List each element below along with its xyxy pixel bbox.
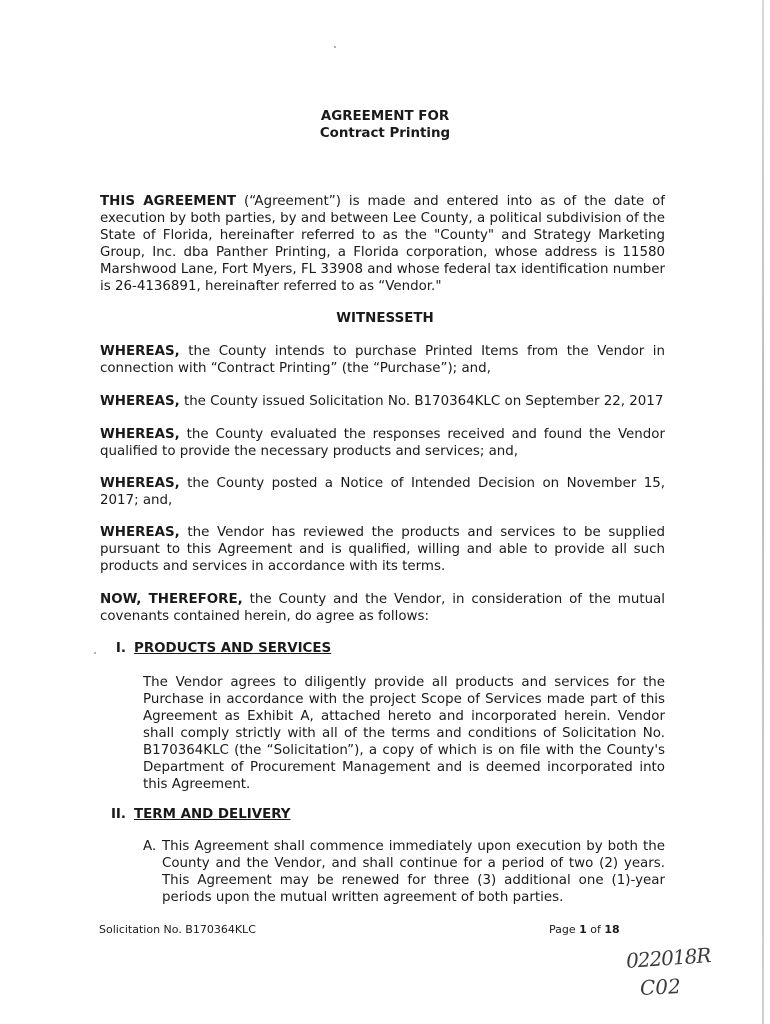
whereas-lead: WHEREAS, <box>100 344 180 359</box>
intro-lead: THIS AGREEMENT <box>100 194 237 209</box>
section-body: The Vendor agrees to diligently provide all products and services for the Purchase in accordance with the project Scope of Services made part of this Agreement as Exhibit A, attached hereto and incorporated herein. Vendor shall comply strictly with all of the terms and conditions of Solicitation No. B170364KLC (the “Solicitation”), a copy of which is on file with the County's Department of Procurement Management and is deemed incorporated into this Agreement. <box>143 675 665 792</box>
whereas-paragraph <box>100 524 665 575</box>
handwritten-annotation: 022018R <box>625 943 712 973</box>
whereas-lead: WHEREAS, <box>100 427 180 442</box>
whereas-text: the County intends to purchase Printed Items from the Vendor in connection with “Contract Printing” (the “Purchase”); and, <box>100 344 665 376</box>
footer-solicitation: Solicitation No. B170364KLC <box>99 923 256 936</box>
page-total: 18 <box>604 923 620 936</box>
section-title: TERM AND DELIVERY <box>134 807 291 822</box>
section-number: II. <box>110 807 126 822</box>
whereas-paragraph <box>100 426 665 460</box>
whereas-paragraph <box>100 393 665 410</box>
whereas-lead: WHEREAS, <box>100 476 180 491</box>
now-therefore-text: the County and the Vendor, in consideration of the mutual covenants contained herein, do agree as follows: <box>100 592 665 624</box>
title-line-2: Contract Printing <box>319 126 451 141</box>
whereas-paragraph <box>100 343 665 377</box>
section-heading <box>98 806 291 823</box>
page-separator: of <box>586 923 605 936</box>
whereas-text: the Vendor has reviewed the products and services to be supplied pursuant to this Agreement and is qualified, willing and able to provide all such products and services in accordance with its terms. <box>100 525 665 574</box>
title-line-1: AGREEMENT FOR <box>320 109 450 124</box>
document-title <box>0 108 770 142</box>
whereas-text: the County evaluated the responses received and found the Vendor qualified to provide the necessary products and services; and, <box>100 427 665 459</box>
whereas-paragraph <box>100 475 665 509</box>
now-therefore-lead: NOW, THEREFORE, <box>100 592 243 607</box>
scan-speck <box>334 46 336 48</box>
scan-edge-line <box>762 0 764 1024</box>
page-current: 1 <box>579 923 587 936</box>
page-prefix: Page <box>549 923 580 936</box>
whereas-lead: WHEREAS, <box>100 525 180 540</box>
footer-page-number <box>549 923 620 936</box>
section-title: PRODUCTS AND SERVICES <box>134 641 332 656</box>
section-number: I. <box>115 641 126 656</box>
handwritten-annotation: C02 <box>639 973 682 1001</box>
witnesseth-heading: WITNESSETH <box>336 311 434 326</box>
scan-speck <box>94 652 96 654</box>
list-item-marker: A. <box>143 839 157 854</box>
intro-paragraph <box>100 193 665 295</box>
whereas-text: the County posted a Notice of Intended Decision on November 15, 2017; and, <box>100 476 665 508</box>
whereas-text: the County issued Solicitation No. B170364KLC on September 22, 2017 <box>179 394 664 409</box>
intro-text: (“Agreement”) is made and entered into as of the date of execution by both parties, by and between Lee County, a political subdivision of the State of Florida, hereinafter referred to as the "County" and Strategy Marketing Group, Inc. dba Panther Printing, a Florida corporation, whose address is 11580 Marshwood Lane, Fort Myers, FL 33908 and whose federal tax identification number is 26-4136891, hereinafter referred to as “Vendor." <box>100 194 666 294</box>
section-heading <box>98 640 331 657</box>
list-item-text: This Agreement shall commence immediately upon execution by both the County and the Vendor, and shall continue for a period of two (2) years. This Agreement may be renewed for three (3) additional one (1)-year periods upon the mutual written agreement of both parties. <box>162 839 665 905</box>
whereas-lead: WHEREAS, <box>100 394 180 409</box>
list-item <box>143 838 665 906</box>
now-therefore-paragraph <box>100 591 665 625</box>
